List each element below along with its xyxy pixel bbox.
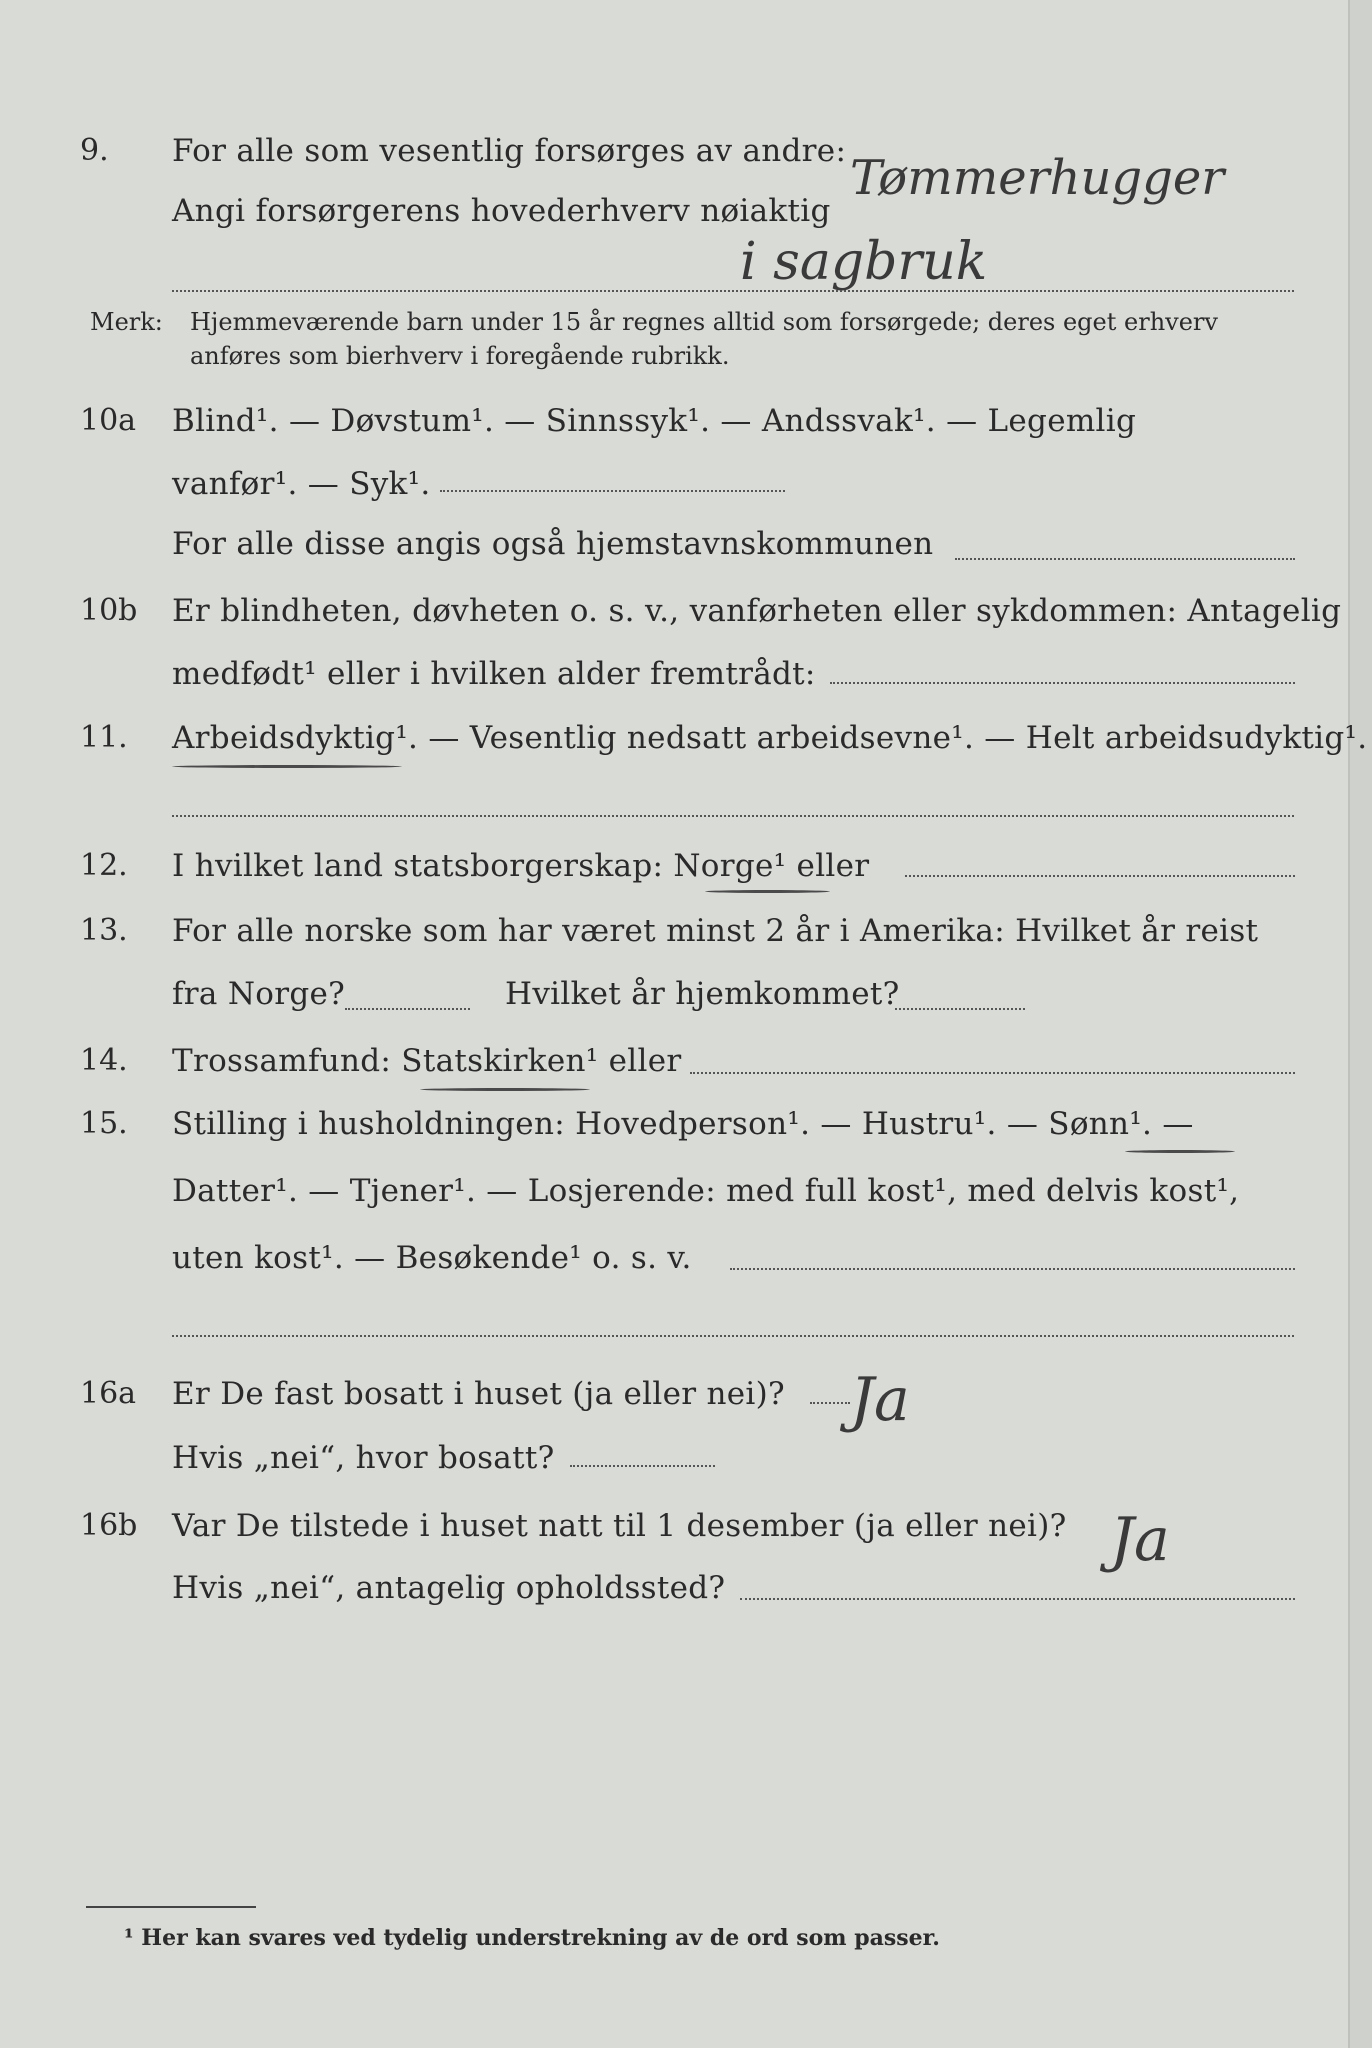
q9-answer-1[interactable]: Tømmerhugger — [850, 150, 1225, 206]
q16a-number: 16a — [80, 1376, 137, 1411]
q9-text-1: For alle som vesentlig forsørges av andre: — [172, 133, 847, 169]
q12-text-1: I hvilket land statsborgerskap: Norge¹ eller — [172, 848, 870, 884]
q15-number: 15. — [80, 1106, 128, 1141]
q15-row-2 — [0, 1165, 1372, 1225]
q9-fill-line — [172, 290, 1294, 292]
q10a-text-1: Blind¹. — Døvstum¹. — Sinnssyk¹. — Andssvak¹. — Legemlig — [172, 403, 1137, 439]
merk-text-2: anføres som bierhverv i foregående rubrikk. — [190, 342, 730, 370]
q10a-text-2: vanfør¹. — Syk¹. — [172, 466, 431, 502]
q13-text-2a: fra Norge? — [172, 976, 346, 1012]
q15-fill-line-2 — [172, 1335, 1294, 1337]
q9-row-2 — [0, 185, 1372, 245]
q11-row-1 — [0, 712, 1372, 772]
footnote-rule — [86, 1906, 256, 1908]
q13-text-1: For alle norske som har været minst 2 år i Amerika: Hvilket år reist — [172, 913, 1259, 949]
q10a-row-3 — [0, 518, 1372, 578]
q10a-fill-line-2 — [955, 558, 1295, 560]
q9-number: 9. — [80, 133, 109, 168]
q16b-text-1: Var De tilstede i huset natt til 1 desember (ja eller nei)? — [172, 1508, 1067, 1544]
q15-fill-line-1 — [730, 1268, 1295, 1270]
q12-fill-line — [905, 875, 1295, 877]
q15-underline-mark — [1125, 1150, 1235, 1153]
q16b-row-2 — [0, 1562, 1372, 1622]
q10b-row-1 — [0, 585, 1372, 645]
q11-fill-line — [172, 815, 1294, 817]
q10b-fill-line — [830, 682, 1295, 684]
q10a-text-3: For alle disse angis også hjemstavnskommunen — [172, 526, 934, 562]
q10b-text-2: medfødt¹ eller i hvilken alder fremtrådt: — [172, 656, 816, 692]
q12-row-1 — [0, 840, 1372, 900]
q16b-fill-line — [740, 1598, 1295, 1600]
q11-text-1: Arbeidsdyktig¹. — Vesentlig nedsatt arbeidsevne¹. — Helt arbeidsudyktig¹. — [172, 720, 1368, 756]
q15-row-3 — [0, 1232, 1372, 1292]
q10a-fill-line-1 — [440, 490, 785, 492]
merk-text-1: Hjemmeværende barn under 15 år regnes alltid som forsørgede; deres eget erhverv — [190, 308, 1218, 336]
merk-label: Merk: — [90, 308, 163, 336]
q10b-row-2 — [0, 648, 1372, 708]
q13-text-2b: Hvilket år hjemkommet? — [505, 976, 900, 1012]
q12-underline-mark — [705, 890, 830, 893]
q16a-fill-line-2 — [570, 1465, 715, 1467]
q16a-answer[interactable]: Ja — [850, 1365, 910, 1435]
q10a-row-2 — [0, 458, 1372, 518]
q15-text-3: uten kost¹. — Besøkende¹ o. s. v. — [172, 1240, 692, 1276]
q10b-number: 10b — [80, 593, 138, 628]
q13-fill-line-2 — [895, 1008, 1025, 1010]
q16a-text-2: Hvis „nei“, hvor bosatt? — [172, 1440, 555, 1476]
q9-answer-2[interactable]: i sagbruk — [740, 232, 988, 292]
q11-number: 11. — [80, 720, 128, 755]
q13-row-2 — [0, 968, 1372, 1028]
q16a-row-2 — [0, 1432, 1372, 1492]
q13-row-1 — [0, 905, 1372, 965]
q10a-number: 10a — [80, 403, 137, 438]
q16b-text-2: Hvis „nei“, antagelig opholdssted? — [172, 1570, 726, 1606]
footnote: ¹ Her kan svares ved tydelig understrekning av de ord som passer. — [124, 1925, 940, 1951]
q10a-row-1 — [0, 395, 1372, 455]
q14-text-1: Trossamfund: Statskirken¹ eller — [172, 1043, 682, 1079]
q15-row-1 — [0, 1098, 1372, 1158]
q13-number: 13. — [80, 913, 128, 948]
q14-row-1 — [0, 1035, 1372, 1095]
q15-text-1: Stilling i husholdningen: Hovedperson¹. — Hustru¹. — Sønn¹. — — [172, 1106, 1194, 1142]
q16b-answer[interactable]: Ja — [1110, 1505, 1170, 1575]
q16a-fill-line-1 — [810, 1402, 850, 1404]
q16b-number: 16b — [80, 1508, 138, 1543]
q12-number: 12. — [80, 848, 128, 883]
q14-number: 14. — [80, 1043, 128, 1078]
q9-text-2: Angi forsørgerens hovederhverv nøiaktig — [172, 193, 831, 229]
q16a-text-1: Er De fast bosatt i huset (ja eller nei)? — [172, 1376, 785, 1412]
q16a-row-1 — [0, 1368, 1372, 1428]
q10b-text-1: Er blindheten, døvheten o. s. v., vanførheten eller sykdommen: Antagelig — [172, 593, 1342, 629]
q14-fill-line — [690, 1072, 1295, 1074]
q14-underline-mark — [420, 1088, 590, 1091]
q13-fill-line-1 — [345, 1008, 470, 1010]
q11-underline-mark — [172, 765, 402, 768]
q15-text-2: Datter¹. — Tjener¹. — Losjerende: med full kost¹, med delvis kost¹, — [172, 1173, 1240, 1209]
